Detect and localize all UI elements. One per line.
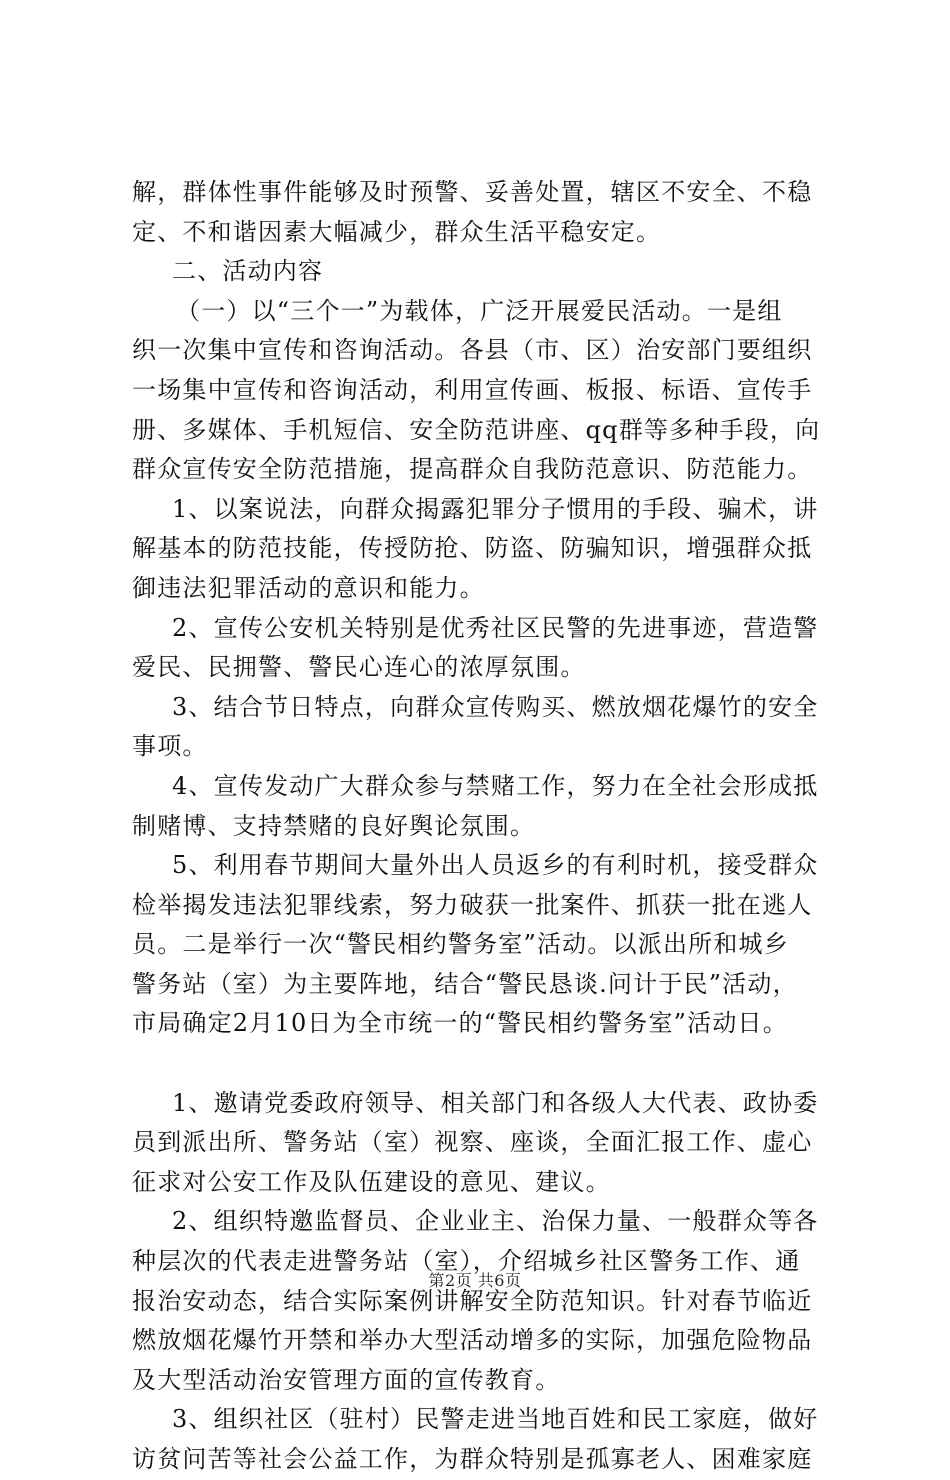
text-line: 群众宣传安全防范措施，提高群众自我防范意识、防范能力。 <box>132 455 813 484</box>
text-line: 及大型活动治安管理方面的宣传教育。 <box>132 1365 561 1394</box>
text-line: 5、利用春节期间大量外出人员返乡的有利时机，接受群众 <box>172 851 819 880</box>
text-line: 检举揭发违法犯罪线索，努力破获一批案件、抓获一批在逃人 <box>132 890 813 919</box>
text-line: 员到派出所、警务站（室）视察、座谈，全面汇报工作、虚心 <box>132 1128 813 1157</box>
text-line: 2、组织特邀监督员、企业业主、治保力量、一般群众等各 <box>172 1207 819 1236</box>
text-line: 制赌博、支持禁赌的良好舆论氛围。 <box>132 811 536 840</box>
text-line: 册、多媒体、手机短信、安全防范讲座、qq群等多种手段，向 <box>132 415 821 444</box>
text-line: 定、不和谐因素大幅减少，群众生活平稳安定。 <box>132 217 662 246</box>
text-line: 员。二是举行一次“警民相约警务室”活动。以派出所和城乡 <box>132 930 789 959</box>
text-line: 征求对公安工作及队伍建设的意见、建议。 <box>132 1167 611 1196</box>
text-line: 种层次的代表走进警务站（室），介绍城乡社区警务工作、通 <box>132 1247 801 1276</box>
text-line: 解基本的防范技能，传授防抢、防盗、防骗知识，增强群众抵 <box>132 534 813 563</box>
text-line: 1、邀请党委政府领导、相关部门和各级人大代表、政协委 <box>172 1088 819 1117</box>
text-line: 3、组织社区（驻村）民警走进当地百姓和民工家庭，做好 <box>172 1405 819 1434</box>
text-line: 燃放烟花爆竹开禁和举办大型活动增多的实际，加强危险物品 <box>132 1326 813 1355</box>
text-line: 解，群体性事件能够及时预警、妥善处置，辖区不安全、不稳 <box>132 178 813 206</box>
text-line: 2、宣传公安机关特别是优秀社区民警的先进事迹，营造警 <box>172 613 819 642</box>
text-line: 警务站（室）为主要阵地，结合“警民恳谈.问计于民”活动， <box>132 969 798 998</box>
text-line: 爱民、民拥警、警民心连心的浓厚氛围。 <box>132 653 586 682</box>
text-line: 一场集中宣传和咨询活动，利用宣传画、板报、标语、宣传手 <box>132 375 813 404</box>
page-number: 第2页 共6页 <box>428 1271 522 1290</box>
text-line: 1、以案说法，向群众揭露犯罪分子惯用的手段、骗术，讲 <box>172 494 819 523</box>
blank-line <box>132 1044 832 1084</box>
text-line: （一）以“三个一”为载体，广泛开展爱民活动。一是组 <box>176 296 783 325</box>
text-line: 3、结合节日特点，向群众宣传购买、燃放烟花爆竹的安全 <box>172 692 819 721</box>
text-line: 御违法犯罪活动的意识和能力。 <box>132 573 485 602</box>
text-line: 4、宣传发动广大群众参与禁赌工作，努力在全社会形成抵 <box>172 771 819 800</box>
text-line: 报治安动态，结合实际案例讲解安全防范知识。针对春节临近 <box>132 1286 813 1315</box>
text-line: 访贫问苦等社会公益工作，为群众特别是孤寡老人、困难家庭 <box>132 1445 813 1473</box>
text-line: 市局确定2月10日为全市统一的“警民相约警务室”活动日。 <box>132 1009 788 1038</box>
section-heading: 二、活动内容 <box>172 257 324 286</box>
text-line: 事项。 <box>132 732 208 761</box>
text-line: 织一次集中宣传和咨询活动。各县（市、区）治安部门要组织 <box>132 336 813 365</box>
